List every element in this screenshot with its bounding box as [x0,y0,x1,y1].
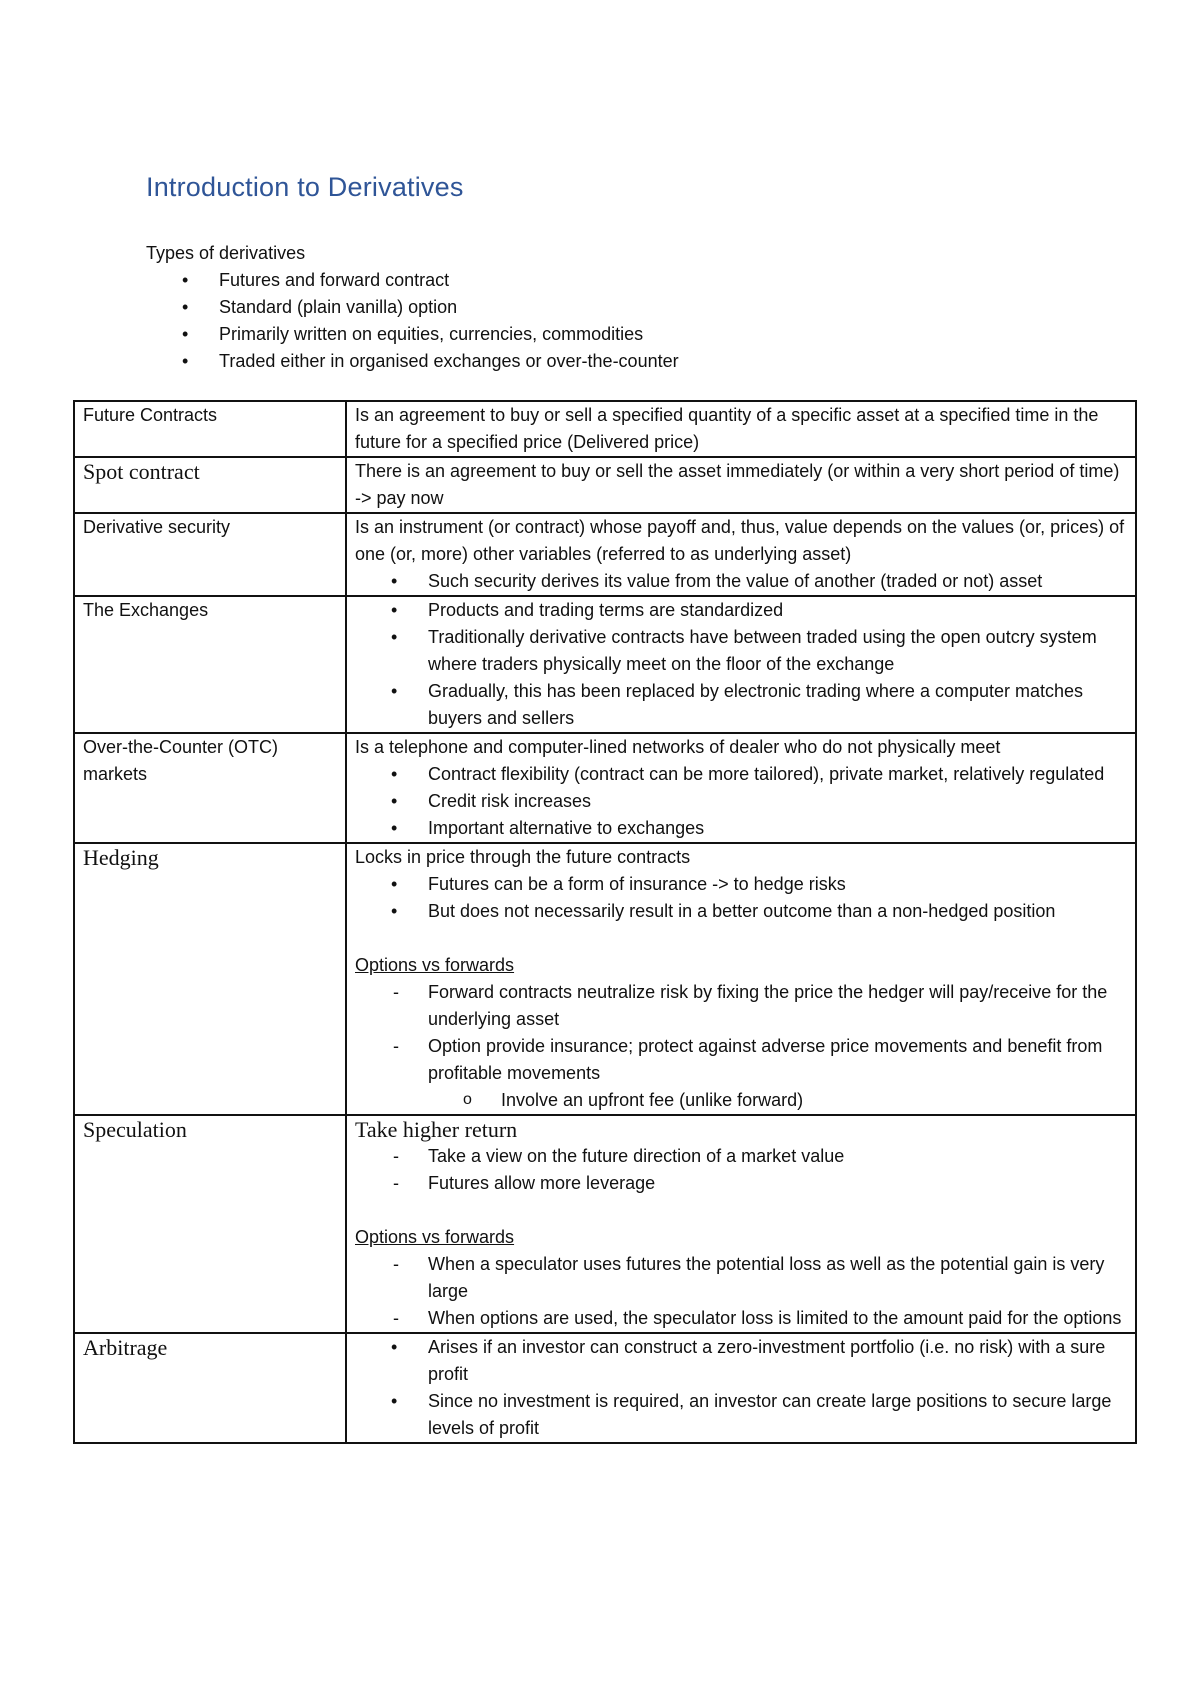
types-heading: Types of derivatives [146,243,306,263]
table-row [74,596,1136,733]
dash-list [355,979,1129,1087]
table-row [74,1333,1136,1443]
bullet-list [355,871,1129,925]
definition-cell [346,401,1136,457]
table-row [74,457,1136,513]
list-item: • Traded either in organised exchanges or over-the-counter [146,348,679,375]
term-otc-markets: Over-the-Counter (OTC) markets [83,737,279,784]
definition-cell [346,457,1136,513]
list-item: - Option provide insurance; protect against adverse price movements and benefit from profitable movements [355,1033,1129,1087]
derivatives-table [73,400,1137,1444]
bullet-list [355,1334,1129,1442]
definition-text: Take higher return [355,1117,518,1142]
term-speculation: Speculation [83,1117,187,1142]
term-cell [74,733,346,843]
sub-bullet-list [355,1087,1129,1114]
spacer [355,925,1129,952]
list-item: • Futures can be a form of insurance -> to hedge risks [355,871,1129,898]
sub-heading: Options vs forwards [355,955,515,975]
list-item: • Traditionally derivative contracts have between traded using the open outcry system where traders physically meet on the floor of the exchange [355,624,1129,678]
list-item: - When a speculator uses futures the potential loss as well as the potential gain is very large [355,1251,1129,1305]
sub-heading: Options vs forwards [355,1227,515,1247]
list-item: • Products and trading terms are standardized [355,597,1129,624]
term-cell [74,513,346,596]
definition-cell [346,733,1136,843]
definition-cell [346,1333,1136,1443]
term-arbitrage: Arbitrage [83,1335,168,1360]
list-item: - Forward contracts neutralize risk by fixing the price the hedger will pay/receive for the underlying asset [355,979,1129,1033]
term-cell [74,1115,346,1333]
definition-cell [346,843,1136,1115]
term-derivative-security: Derivative security [83,517,231,537]
definition-text: Is an instrument (or contract) whose payoff and, thus, value depends on the values (or, prices) of one (or, more) other variables (referred to as underlying asset) [355,517,1125,564]
term-cell [74,596,346,733]
term-cell [74,457,346,513]
list-item: • Such security derives its value from the value of another (traded or not) asset [355,568,1129,595]
spacer [355,1197,1129,1224]
term-exchanges: The Exchanges [83,600,209,620]
bullet-list [355,597,1129,732]
table-row [74,401,1136,457]
list-item: - When options are used, the speculator loss is limited to the amount paid for the options [355,1305,1129,1332]
bullet-list [355,761,1129,842]
list-item: - Futures allow more leverage [355,1170,1129,1197]
list-item: • Primarily written on equities, currencies, commodities [146,321,679,348]
list-item: • Standard (plain vanilla) option [146,294,679,321]
list-item: • But does not necessarily result in a better outcome than a non-hedged position [355,898,1129,925]
bullet-list [355,568,1129,595]
list-item: o Involve an upfront fee (unlike forward) [355,1087,1129,1114]
term-hedging: Hedging [83,845,159,870]
list-item: - Take a view on the future direction of a market value [355,1143,1129,1170]
list-item: • Important alternative to exchanges [355,815,1129,842]
types-list [146,267,679,375]
term-cell [74,1333,346,1443]
list-item: • Futures and forward contract [146,267,679,294]
table-row [74,843,1136,1115]
list-item: • Gradually, this has been replaced by electronic trading where a computer matches buyers and sellers [355,678,1129,732]
list-item: • Contract flexibility (contract can be more tailored), private market, relatively regulated [355,761,1129,788]
table-row [74,733,1136,843]
term-cell [74,401,346,457]
term-cell [74,843,346,1115]
definition-text: Locks in price through the future contracts [355,847,691,867]
term-future-contracts: Future Contracts [83,405,218,425]
list-item: • Credit risk increases [355,788,1129,815]
definition-text: Is a telephone and computer-lined networks of dealer who do not physically meet [355,737,1001,757]
dash-list [355,1143,1129,1197]
table-row [74,1115,1136,1333]
list-item: • Since no investment is required, an investor can create large positions to secure large levels of profit [355,1388,1129,1442]
definition-cell [346,1115,1136,1333]
list-item: • Arises if an investor can construct a zero-investment portfolio (i.e. no risk) with a sure profit [355,1334,1129,1388]
dash-list [355,1251,1129,1332]
definition-text: There is an agreement to buy or sell the asset immediately (or within a very short period of time) -> pay now [355,461,1120,508]
definition-cell [346,596,1136,733]
term-spot-contract: Spot contract [83,459,200,484]
definition-text: Is an agreement to buy or sell a specified quantity of a specific asset at a specified time in the future for a specified price (Delivered price) [355,405,1099,452]
table-row [74,513,1136,596]
page-title: Introduction to Derivatives [146,172,464,202]
definition-cell [346,513,1136,596]
